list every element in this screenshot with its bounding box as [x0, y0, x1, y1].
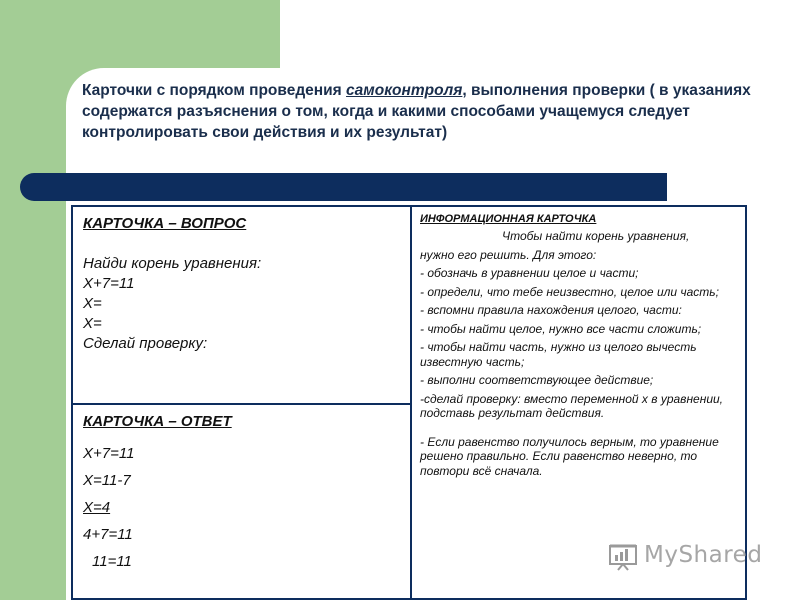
answer-line: Х+7=11: [83, 445, 135, 462]
watermark-text: MyShared: [644, 542, 763, 568]
info-line: - определи, что тебе неизвестно, целое или часть;: [420, 284, 719, 299]
presentation-board-icon: [606, 538, 640, 572]
question-card-heading: КАРТОЧКА – ВОПРОС: [83, 215, 247, 232]
answer-line: 11=11: [92, 553, 132, 570]
question-line: Х+7=11: [83, 275, 135, 292]
myshared-watermark: [606, 538, 764, 572]
info-line: нужно его решить. Для этого:: [420, 247, 597, 262]
info-line: - вспомни правила нахождения целого, части:: [420, 303, 682, 317]
answer-card-heading: КАРТОЧКА – ОТВЕТ: [83, 413, 232, 430]
question-line: Найди корень уравнения:: [83, 255, 262, 272]
info-line: - чтобы найти целое, нужно все части сложить;: [420, 321, 702, 336]
info-closing: - Если равенство получилось верным, то уравнение решено правильно. Если равенство неверно, то повтори всё сначала.: [420, 434, 719, 478]
info-line: - обозначь в уравнении целое и части;: [420, 266, 639, 280]
navy-divider-band: [20, 173, 667, 201]
answer-line: Х=11-7: [83, 472, 131, 489]
answer-card: [72, 404, 411, 599]
title-underlined-word: самоконтроля: [346, 82, 463, 99]
info-line: - выполни соответствующее действие;: [420, 373, 654, 387]
info-line: - чтобы найти часть, нужно из целого вычесть известную часть;: [420, 340, 697, 369]
answer-line: 4+7=11: [83, 526, 133, 543]
question-line: Сделай проверку:: [83, 335, 208, 352]
question-card: [72, 206, 411, 404]
title-part-2: , выполнения проверки ( в указаниях содержатся разъяснения о том, когда и какими способами учащемуся следует контролировать свои действия и их результат): [82, 82, 751, 141]
answer-line: Х=4: [83, 499, 111, 516]
info-line: -сделай проверку: вместо переменной х в уравнении, подставь результат действия.: [420, 391, 724, 420]
slide-title: [82, 80, 782, 143]
info-card-heading: ИНФОРМАЦИОННАЯ КАРТОЧКА: [420, 213, 597, 225]
info-intro: Чтобы найти корень уравнения,: [502, 229, 690, 243]
question-line: Х=: [83, 315, 102, 332]
title-part-1: Карточки с порядком проведения: [82, 82, 347, 99]
question-line: Х=: [83, 295, 102, 312]
